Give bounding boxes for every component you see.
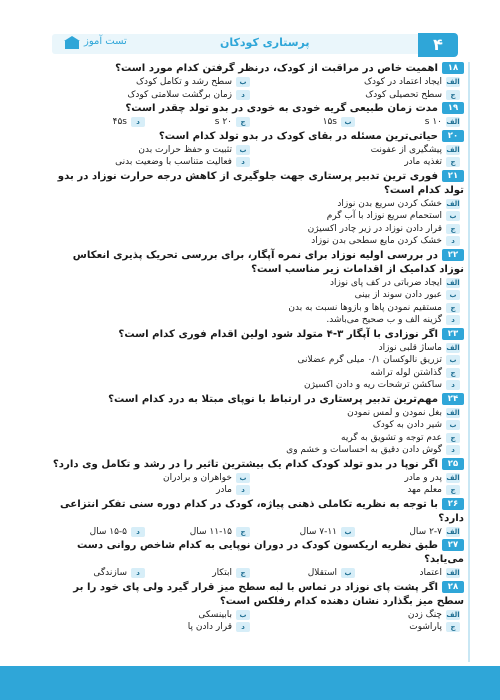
option-text: شیر دادن به کودک [372, 420, 442, 430]
answer-option [256, 89, 466, 102]
option-letter: د [446, 315, 460, 325]
question-stem [46, 539, 466, 567]
question-stem [46, 130, 466, 144]
question-stem [46, 458, 466, 472]
option-letter: د [131, 117, 145, 127]
option-letter: ب [236, 610, 250, 620]
answer-option [46, 144, 256, 157]
question-number: ۲۶ [442, 498, 464, 510]
option-letter: ب [341, 117, 355, 127]
answer-option [46, 223, 466, 236]
question-number: ۲۳ [442, 328, 464, 340]
question-text: مدت زمان طبیعی گریه خودی به خودی در بدو تولد چقدر است؟ [125, 103, 438, 114]
question-list [46, 62, 466, 666]
question-number: ۲۲ [442, 249, 464, 261]
answer-option [361, 116, 466, 129]
option-letter: ج [446, 224, 460, 234]
answer-option [256, 567, 361, 580]
option-letter: الف [446, 145, 460, 154]
answer-option [256, 526, 361, 539]
option-letter: د [131, 568, 145, 578]
question-7 [46, 393, 466, 457]
option-letter: د [236, 485, 250, 495]
question-3 [46, 130, 466, 169]
answer-option [151, 567, 256, 580]
question-10 [46, 539, 466, 580]
question-1 [46, 62, 466, 101]
question-6 [46, 328, 466, 392]
option-text: تغذیه مادر [404, 157, 442, 167]
option-letter: ج [446, 485, 460, 495]
answer-option [256, 472, 466, 485]
option-text: خواهران و برادران [162, 472, 232, 483]
question-number: ۱۹ [442, 102, 464, 114]
answer-option [46, 419, 466, 432]
option-letter: ب [446, 290, 460, 300]
answer-option [46, 472, 256, 485]
options [46, 277, 466, 327]
option-letter: ج [446, 303, 460, 313]
question-2 [46, 102, 466, 129]
question-11 [46, 581, 466, 634]
answer-option [256, 116, 361, 129]
answer-option [46, 354, 466, 367]
answer-option [256, 76, 466, 89]
answer-option [46, 198, 466, 211]
options [46, 609, 466, 634]
option-letter: د [446, 236, 460, 246]
answer-option [46, 289, 466, 302]
option-text: سطح رشد و تکامل کودک [136, 77, 232, 87]
option-text: مادر [216, 485, 232, 495]
option-letter: ج [236, 117, 250, 127]
option-text: ۴۵s [112, 117, 127, 127]
options [46, 407, 466, 457]
option-text: گذاشتن لوله تراشه [370, 367, 442, 378]
answer-option [46, 484, 256, 497]
option-text: عبور دادن سوند از بینی [354, 290, 442, 300]
question-text: مهم‌ترین تدبیر پرستاری در ارتباط با نوپای مبتلا به درد کدام است؟ [108, 393, 438, 405]
option-letter: د [446, 445, 460, 455]
answer-option [46, 156, 256, 169]
option-text: ساکشن ترشحات ریه و دادن اکسیژن [303, 380, 442, 390]
option-text: خشک کردن سریع بدن نوزاد [337, 198, 442, 209]
answer-option [151, 116, 256, 129]
option-text: مستقیم نمودن پاها و بازوها نسبت به بدن [288, 302, 442, 313]
question-stem [46, 170, 466, 198]
question-stem [46, 393, 466, 407]
question-number: ۲۰ [442, 130, 464, 142]
option-letter: ج [236, 527, 250, 537]
answer-option [46, 444, 466, 457]
option-text: ابتکار [212, 568, 232, 578]
option-letter: الف [446, 343, 460, 352]
option-letter: ج [236, 568, 250, 578]
answer-option [46, 367, 466, 380]
option-letter: ج [446, 433, 460, 443]
option-letter: د [236, 622, 250, 632]
question-stem [46, 62, 466, 76]
option-text: پاراشوت [409, 622, 442, 632]
option-letter: د [236, 90, 250, 100]
option-letter: ج [446, 368, 460, 378]
option-letter: ج [446, 90, 460, 100]
side-rule [468, 62, 470, 662]
question-9 [46, 498, 466, 539]
question-number: ۲۷ [442, 539, 464, 551]
page-footer-band [0, 666, 500, 700]
option-text: چنگ زدن [407, 609, 442, 620]
option-letter: ب [446, 355, 460, 365]
option-text: گزینه الف و ب صحیح می‌باشد. [326, 315, 442, 325]
options [46, 198, 466, 248]
question-5 [46, 249, 466, 327]
answer-option [46, 609, 256, 622]
options [46, 342, 466, 392]
options [46, 116, 466, 129]
option-text: قرار دادن پا [187, 622, 232, 632]
option-letter: الف [446, 118, 460, 127]
answer-option [46, 89, 256, 102]
publisher-name: تست آموز [84, 36, 127, 47]
option-letter: الف [446, 199, 460, 208]
question-stem [46, 249, 466, 277]
question-text: اگر نوزادی با آپگار ۳-۴ متولد شود اولین اقدام فوری کدام است؟ [118, 328, 438, 340]
answer-option [46, 302, 466, 315]
option-letter: الف [446, 408, 460, 417]
option-letter: ب [236, 77, 250, 87]
question-number: ۲۸ [442, 581, 464, 593]
option-text: استقلال [307, 568, 337, 578]
question-4 [46, 170, 466, 248]
option-letter: د [446, 380, 460, 390]
answer-option [46, 314, 466, 327]
option-text: زمان برگشت سلامتی کودک [127, 89, 232, 100]
answer-option [256, 156, 466, 169]
option-letter: الف [446, 569, 460, 578]
question-number: ۱۸ [442, 62, 464, 74]
option-text: ماساژ قلبی نوزاد [378, 342, 442, 353]
option-text: ۱۰ s [424, 117, 442, 127]
option-letter: د [131, 527, 145, 537]
option-letter: الف [446, 527, 460, 536]
option-letter: ب [236, 473, 250, 483]
option-text: سازندگی [93, 568, 127, 578]
section-title: پرستاری کودکان [220, 36, 310, 49]
option-text: عدم توجه و تشویق به گریه [341, 432, 442, 443]
options [46, 526, 466, 539]
question-stem [46, 328, 466, 342]
answer-option [46, 210, 466, 223]
question-text: حیاتی‌ترین مسئله در بقای کودک در بدو تولد کدام است؟ [158, 130, 438, 142]
option-text: اعتماد [419, 568, 442, 578]
option-text: فعالیت متناسب با وضعیت بدنی [115, 157, 232, 167]
publisher-logo-icon [64, 36, 80, 50]
answer-option [256, 144, 466, 157]
answer-option [46, 277, 466, 290]
option-text: معلم مهد [407, 485, 442, 495]
answer-option [256, 621, 466, 634]
answer-option [361, 567, 466, 580]
answer-option [256, 609, 466, 622]
option-text: ۱۵s [322, 117, 337, 127]
question-text: با توجه به نظریه تکاملی ذهنی پیاژه، کودک در کدام دوره سنی تفکر انتزاعی دارد؟ [60, 498, 464, 524]
option-letter: ب [446, 211, 460, 221]
question-8 [46, 458, 466, 497]
answer-option [46, 621, 256, 634]
answer-option [46, 379, 466, 392]
question-text: اهمیت خاص در مراقبت از کودک، درنظر گرفتن کدام مورد است؟ [115, 63, 438, 74]
question-text: فوری ترین تدبیر پرستاری جهت جلوگیری از کاهش درجه حرارت نوزاد در بدو تولد کدام است؟ [57, 170, 464, 196]
option-letter: د [236, 157, 250, 167]
question-number: ۲۴ [442, 393, 464, 405]
option-letter: ب [446, 420, 460, 430]
option-letter: الف [446, 473, 460, 482]
option-text: گوش دادن دقیق به احساسات و خشم وی [286, 445, 442, 455]
option-text: ایجاد اعتماد در کودک [363, 77, 442, 87]
option-text: سطح تحصیلی کودک [365, 89, 442, 100]
option-text: ۱۵-۵ سال [89, 526, 127, 537]
page-number: ۴ [418, 33, 458, 57]
option-letter: الف [446, 278, 460, 287]
option-letter: الف [446, 610, 460, 619]
answer-option [151, 526, 256, 539]
option-text: بغل نمودن و لمس نمودن [347, 407, 442, 418]
answer-option [46, 567, 151, 580]
question-text: اگر پشت پای نوزاد در تماس با لبه سطح میز قرار گیرد ولی پای خود را بر سطح میز بگذارد نشان دهنده کدام رفلکس است؟ [73, 581, 464, 607]
option-text: تثبیت و حفظ حرارت بدن [138, 144, 232, 155]
option-text: ۱۱-۱۵ سال [189, 526, 232, 537]
answer-option [46, 526, 151, 539]
question-stem [46, 102, 466, 116]
option-letter: ب [341, 568, 355, 578]
options [46, 472, 466, 497]
question-text: اگر نوپا در بدو تولد کودک کدام یک بیشترین تاثیر را در رشد و تکامل وی دارد؟ [52, 458, 438, 470]
question-number: ۲۵ [442, 458, 464, 470]
option-text: ۲-۷ سال [409, 526, 442, 537]
answer-option [46, 235, 466, 248]
answer-option [256, 484, 466, 497]
question-text: طبق نظریه اریکسون کودک در دوران نوپایی به کدام شاخص روانی دست می‌یابد؟ [77, 540, 464, 565]
question-text: در بررسی اولیه نوزاد برای نمره آپگار، برای بررسی تحریک پذیری انعکاس نوزاد کدامیک از اقدامات زیر مناسب است؟ [72, 249, 464, 275]
page-header [0, 0, 500, 62]
option-letter: ب [341, 527, 355, 537]
answer-option [46, 116, 151, 129]
option-letter: ج [446, 622, 460, 632]
question-number: ۲۱ [442, 170, 464, 182]
question-stem [46, 498, 466, 526]
answer-option [46, 76, 256, 89]
option-text: پدر و مادر [404, 472, 442, 483]
answer-option [46, 432, 466, 445]
option-text: تزریق نالوکسان ۰/۱ میلی گرم عضلانی [297, 355, 442, 365]
option-text: پیشگیری از عفونت [370, 144, 442, 155]
option-letter: ج [446, 157, 460, 167]
option-letter: الف [446, 78, 460, 87]
answer-option [46, 407, 466, 420]
option-text: قرار دادن نوزاد در زیر چادر اکسیژن [307, 223, 442, 234]
option-text: خشک کردن مایع سطحی بدن نوزاد [311, 236, 442, 246]
option-text: بابینسکی [198, 609, 232, 620]
option-text: ایجاد ضرباتی در کف پای نوزاد [330, 277, 442, 288]
option-text: استحمام سریع نوزاد با آب گرم [326, 211, 442, 221]
question-stem [46, 581, 466, 609]
option-text: ۲۰ s [214, 117, 232, 127]
option-letter: ب [236, 145, 250, 155]
answer-option [46, 342, 466, 355]
options [46, 567, 466, 580]
option-text: ۷-۱۱ سال [299, 526, 337, 537]
options [46, 144, 466, 169]
options [46, 76, 466, 101]
answer-option [361, 526, 466, 539]
